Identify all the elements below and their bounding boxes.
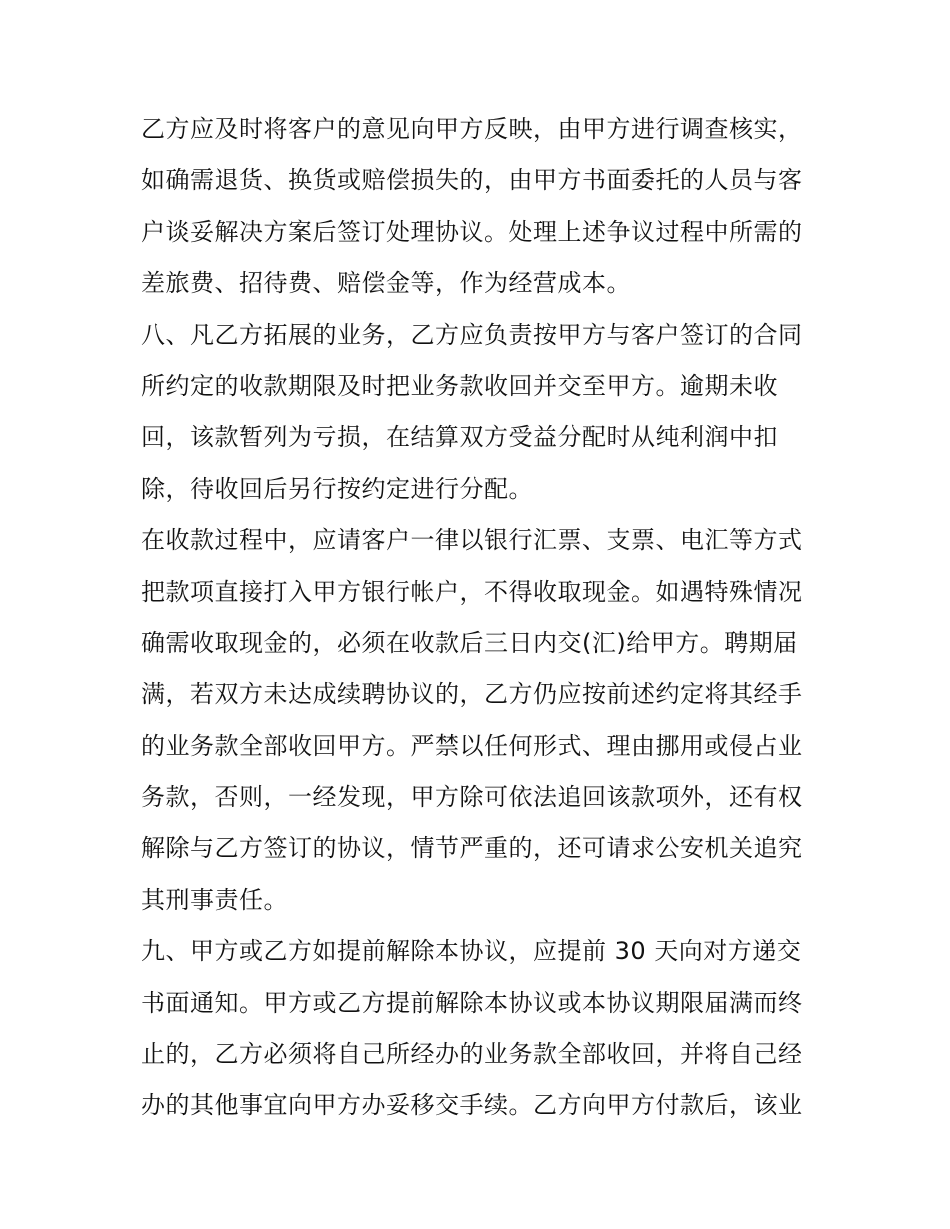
text-line: 其刑事责任。 [141,885,288,914]
text-line: 除，待收回后另行按约定进行分配。 [141,474,533,503]
text-line: 如确需退货、换货或赔偿损失的，由甲方书面委托的人员与客 [141,166,803,195]
text-line: 回，该款暂列为亏损，在结算双方受益分配时从纯利润中扣 [141,423,778,452]
text-line: 办的其他事宜向甲方办妥移交手续。乙方向甲方付款后，该业 [141,1091,803,1120]
text-line: 乙方应及时将客户的意见向甲方反映，由甲方进行调查核实， [141,115,803,143]
text-line: 在收款过程中，应请客户一律以银行汇票、支票、电汇等方式 [141,526,803,555]
text-line: 把款项直接打入甲方银行帐户，不得收取现金。如遇特殊情况 [141,577,803,606]
text-line: 差旅费、招待费、赔偿金等，作为经营成本。 [141,269,631,298]
text-line: 八、凡乙方拓展的业务，乙方应负责按甲方与客户签订的合同 [141,320,803,349]
text-line: 的业务款全部收回甲方。严禁以任何形式、理由挪用或侵占业 [141,731,803,760]
text-line: 满，若双方未达成续聘协议的，乙方仍应按前述约定将其经手 [141,680,803,709]
text-line: 书面通知。甲方或乙方提前解除本协议或本协议期限届满而终 [141,988,803,1017]
text-line: 确需收取现金的，必须在收款后三日内交(汇)给甲方。聘期届 [141,628,798,657]
document-body [141,104,821,1132]
text-line: 务款，否则，一经发现，甲方除可依法追回该款项外，还有权 [141,783,803,812]
text-line: 止的，乙方必须将自己所经办的业务款全部收回，并将自己经 [141,1040,803,1069]
text-line: 解除与乙方签订的协议，情节严重的，还可请求公安机关追究 [141,834,803,863]
text-line: 户谈妥解决方案后签订处理协议。处理上述争议过程中所需的 [141,217,803,246]
text-line: 所约定的收款期限及时把业务款收回并交至甲方。逾期未收 [141,371,778,400]
text-line: 九、甲方或乙方如提前解除本协议，应提前 30 天向对方递交 [141,937,802,966]
